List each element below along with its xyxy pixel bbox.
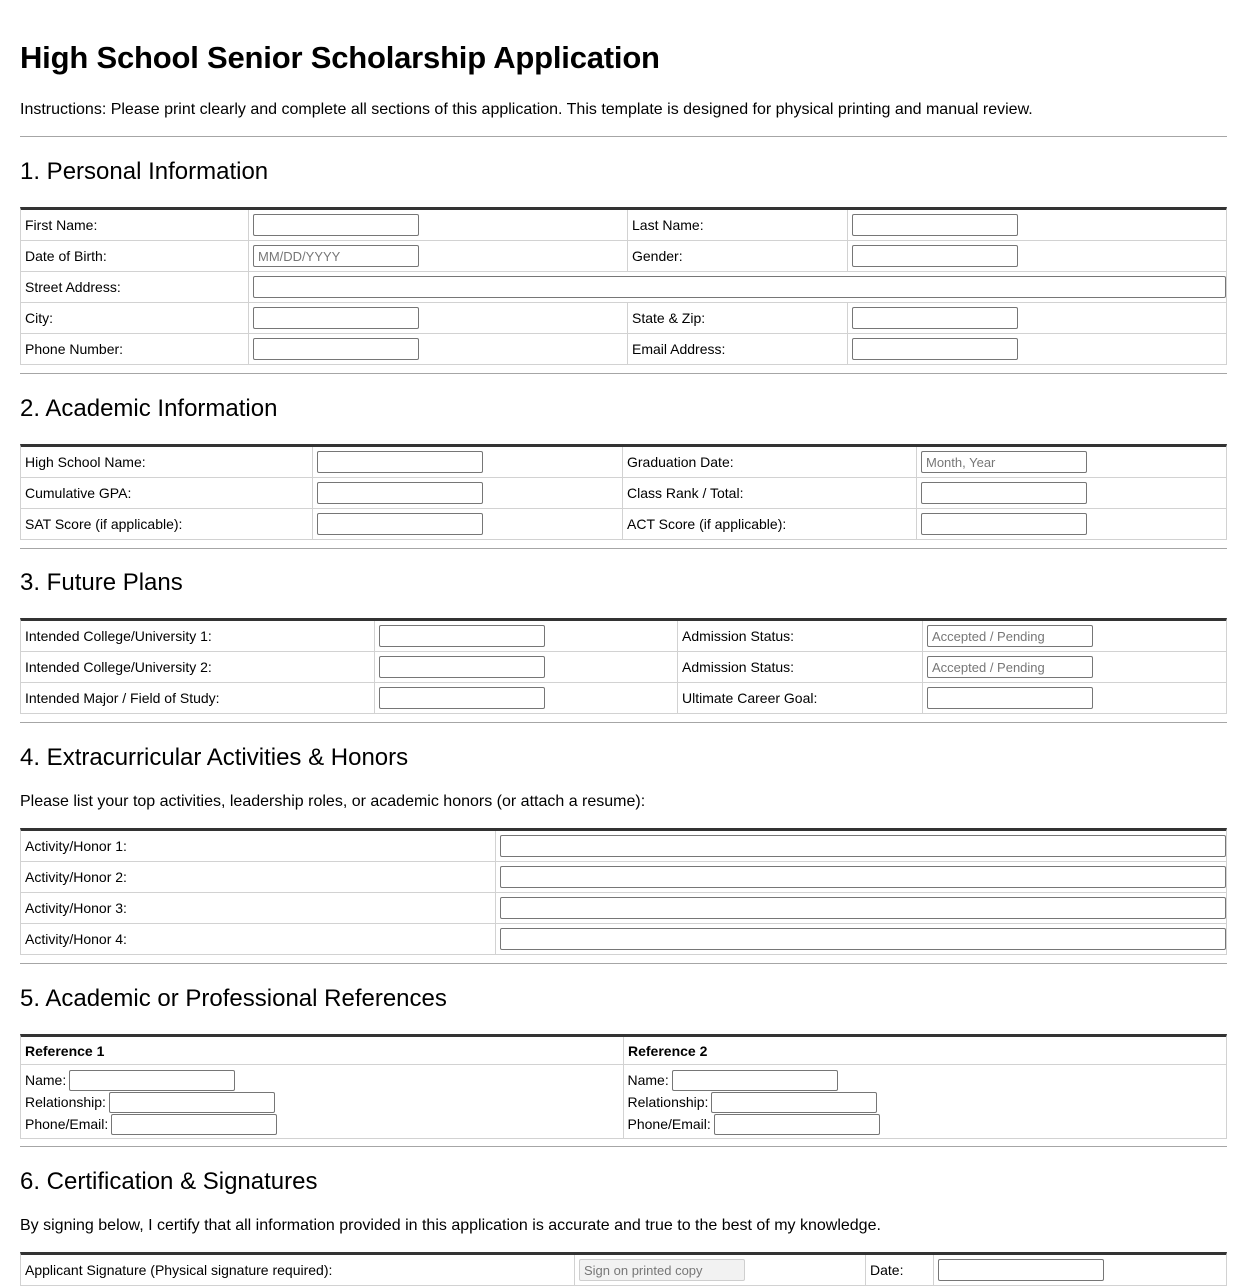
gender-field[interactable]: [852, 245, 1018, 267]
table-row: [21, 478, 1226, 509]
table-row: [21, 509, 1226, 540]
references-table: [20, 1034, 1227, 1139]
table-row: [21, 272, 1226, 303]
divider: [20, 373, 1227, 374]
college2-field[interactable]: [379, 656, 545, 678]
ref1-contact-label: Phone/Email:: [25, 1116, 109, 1132]
table-row: [21, 303, 1226, 334]
table-row: [21, 831, 1226, 862]
major-field[interactable]: [379, 687, 545, 709]
ref2-relationship-label: Relationship:: [627, 1094, 709, 1110]
signature-label: Applicant Signature (Physical signature required):: [21, 1255, 575, 1285]
phone-field[interactable]: [253, 338, 419, 360]
divider: [20, 136, 1227, 137]
activities-table: [20, 828, 1227, 955]
instructions-text: Instructions: Please print clearly and complete all sections of this application. This template is designed for physical printing and manual review.: [20, 101, 1033, 118]
activity-3-field[interactable]: [500, 897, 1226, 919]
ref1-name-field[interactable]: [69, 1070, 235, 1091]
signature-field[interactable]: [579, 1259, 745, 1281]
table-row: [21, 1065, 1226, 1139]
reference-2-heading: Reference 2: [628, 1042, 708, 1059]
career-goal-label: Ultimate Career Goal:: [678, 683, 923, 713]
gpa-field[interactable]: [317, 482, 483, 504]
street-address-label: Street Address:: [21, 272, 249, 302]
signature-date-field[interactable]: [938, 1259, 1104, 1281]
section-activities-heading: 4. Extracurricular Activities & Honors: [20, 744, 409, 771]
ref2-contact-field[interactable]: [714, 1114, 880, 1135]
college2-label: Intended College/University 2:: [21, 652, 375, 682]
divider: [20, 1146, 1227, 1147]
table-row: [21, 1255, 1226, 1286]
section-references-heading: 5. Academic or Professional References: [20, 985, 447, 1012]
date-label: Date:: [866, 1255, 934, 1285]
activity-4-label: Activity/Honor 4:: [21, 924, 496, 954]
future-plans-table: [20, 618, 1227, 714]
table-row: [21, 683, 1226, 714]
table-row: [21, 652, 1226, 683]
reference-1-heading: Reference 1: [21, 1037, 624, 1064]
signature-table: [20, 1252, 1227, 1286]
table-row: [21, 447, 1226, 478]
class-rank-field[interactable]: [921, 482, 1087, 504]
reference-1-block: [21, 1065, 624, 1138]
ref2-name-label: Name:: [627, 1072, 669, 1088]
activity-2-label: Activity/Honor 2:: [21, 862, 496, 892]
divider: [20, 548, 1227, 549]
section-academic-heading: 2. Academic Information: [20, 395, 278, 422]
major-label: Intended Major / Field of Study:: [21, 683, 375, 713]
ref1-relationship-field[interactable]: [109, 1092, 275, 1113]
last-name-label: Last Name:: [628, 210, 848, 240]
dob-field[interactable]: [253, 245, 419, 267]
academic-info-table: [20, 444, 1227, 540]
admission-status-1-label: Admission Status:: [678, 621, 923, 651]
activity-1-label: Activity/Honor 1:: [21, 831, 496, 861]
activities-prompt: Please list your top activities, leadership roles, or academic honors (or attach a resume):: [20, 793, 646, 810]
ref1-contact-field[interactable]: [111, 1114, 277, 1135]
section-future-heading: 3. Future Plans: [20, 569, 183, 596]
first-name-label: First Name:: [21, 210, 249, 240]
table-row: [21, 924, 1226, 955]
act-score-field[interactable]: [921, 513, 1087, 535]
certification-statement: By signing below, I certify that all information provided in this application is accurate and true to the best of my knowledge.: [20, 1217, 881, 1234]
career-goal-field[interactable]: [927, 687, 1093, 709]
email-field[interactable]: [852, 338, 1018, 360]
activity-2-field[interactable]: [500, 866, 1226, 888]
act-score-label: ACT Score (if applicable):: [623, 509, 917, 539]
admission-status-2-field[interactable]: [927, 656, 1093, 678]
college1-field[interactable]: [379, 625, 545, 647]
street-address-field[interactable]: [253, 276, 1226, 298]
activity-1-field[interactable]: [500, 835, 1226, 857]
sat-score-field[interactable]: [317, 513, 483, 535]
table-row: [21, 241, 1226, 272]
ref2-contact-label: Phone/Email:: [627, 1116, 711, 1132]
section-personal-heading: 1. Personal Information: [20, 158, 269, 185]
activity-4-field[interactable]: [500, 928, 1226, 950]
table-row: [21, 621, 1226, 652]
divider: [20, 963, 1227, 964]
gpa-label: Cumulative GPA:: [21, 478, 313, 508]
state-zip-field[interactable]: [852, 307, 1018, 329]
ref2-name-field[interactable]: [672, 1070, 838, 1091]
dob-label: Date of Birth:: [21, 241, 249, 271]
graduation-date-label: Graduation Date:: [623, 447, 917, 477]
table-row: [21, 210, 1226, 241]
admission-status-2-label: Admission Status:: [678, 652, 923, 682]
first-name-field[interactable]: [253, 214, 419, 236]
school-name-field[interactable]: [317, 451, 483, 473]
reference-2-block: [624, 1065, 1227, 1138]
ref1-relationship-label: Relationship:: [25, 1094, 106, 1110]
class-rank-label: Class Rank / Total:: [623, 478, 917, 508]
table-row: [21, 893, 1226, 924]
personal-info-table: [20, 207, 1227, 365]
state-zip-label: State & Zip:: [628, 303, 848, 333]
divider: [20, 722, 1227, 723]
page-title: High School Senior Scholarship Application: [20, 40, 660, 75]
city-field[interactable]: [253, 307, 419, 329]
last-name-field[interactable]: [852, 214, 1018, 236]
admission-status-1-field[interactable]: [927, 625, 1093, 647]
phone-label: Phone Number:: [21, 334, 249, 364]
gender-label: Gender:: [628, 241, 848, 271]
table-row: [21, 862, 1226, 893]
graduation-date-field[interactable]: [921, 451, 1087, 473]
section-certification-heading: 6. Certification & Signatures: [20, 1168, 318, 1195]
ref2-relationship-field[interactable]: [711, 1092, 877, 1113]
college1-label: Intended College/University 1:: [21, 621, 375, 651]
email-label: Email Address:: [628, 334, 848, 364]
school-name-label: High School Name:: [21, 447, 313, 477]
table-row: [21, 334, 1226, 365]
table-row: [21, 1037, 1226, 1065]
city-label: City:: [21, 303, 249, 333]
activity-3-label: Activity/Honor 3:: [21, 893, 496, 923]
ref1-name-label: Name:: [25, 1072, 67, 1088]
sat-score-label: SAT Score (if applicable):: [21, 509, 313, 539]
